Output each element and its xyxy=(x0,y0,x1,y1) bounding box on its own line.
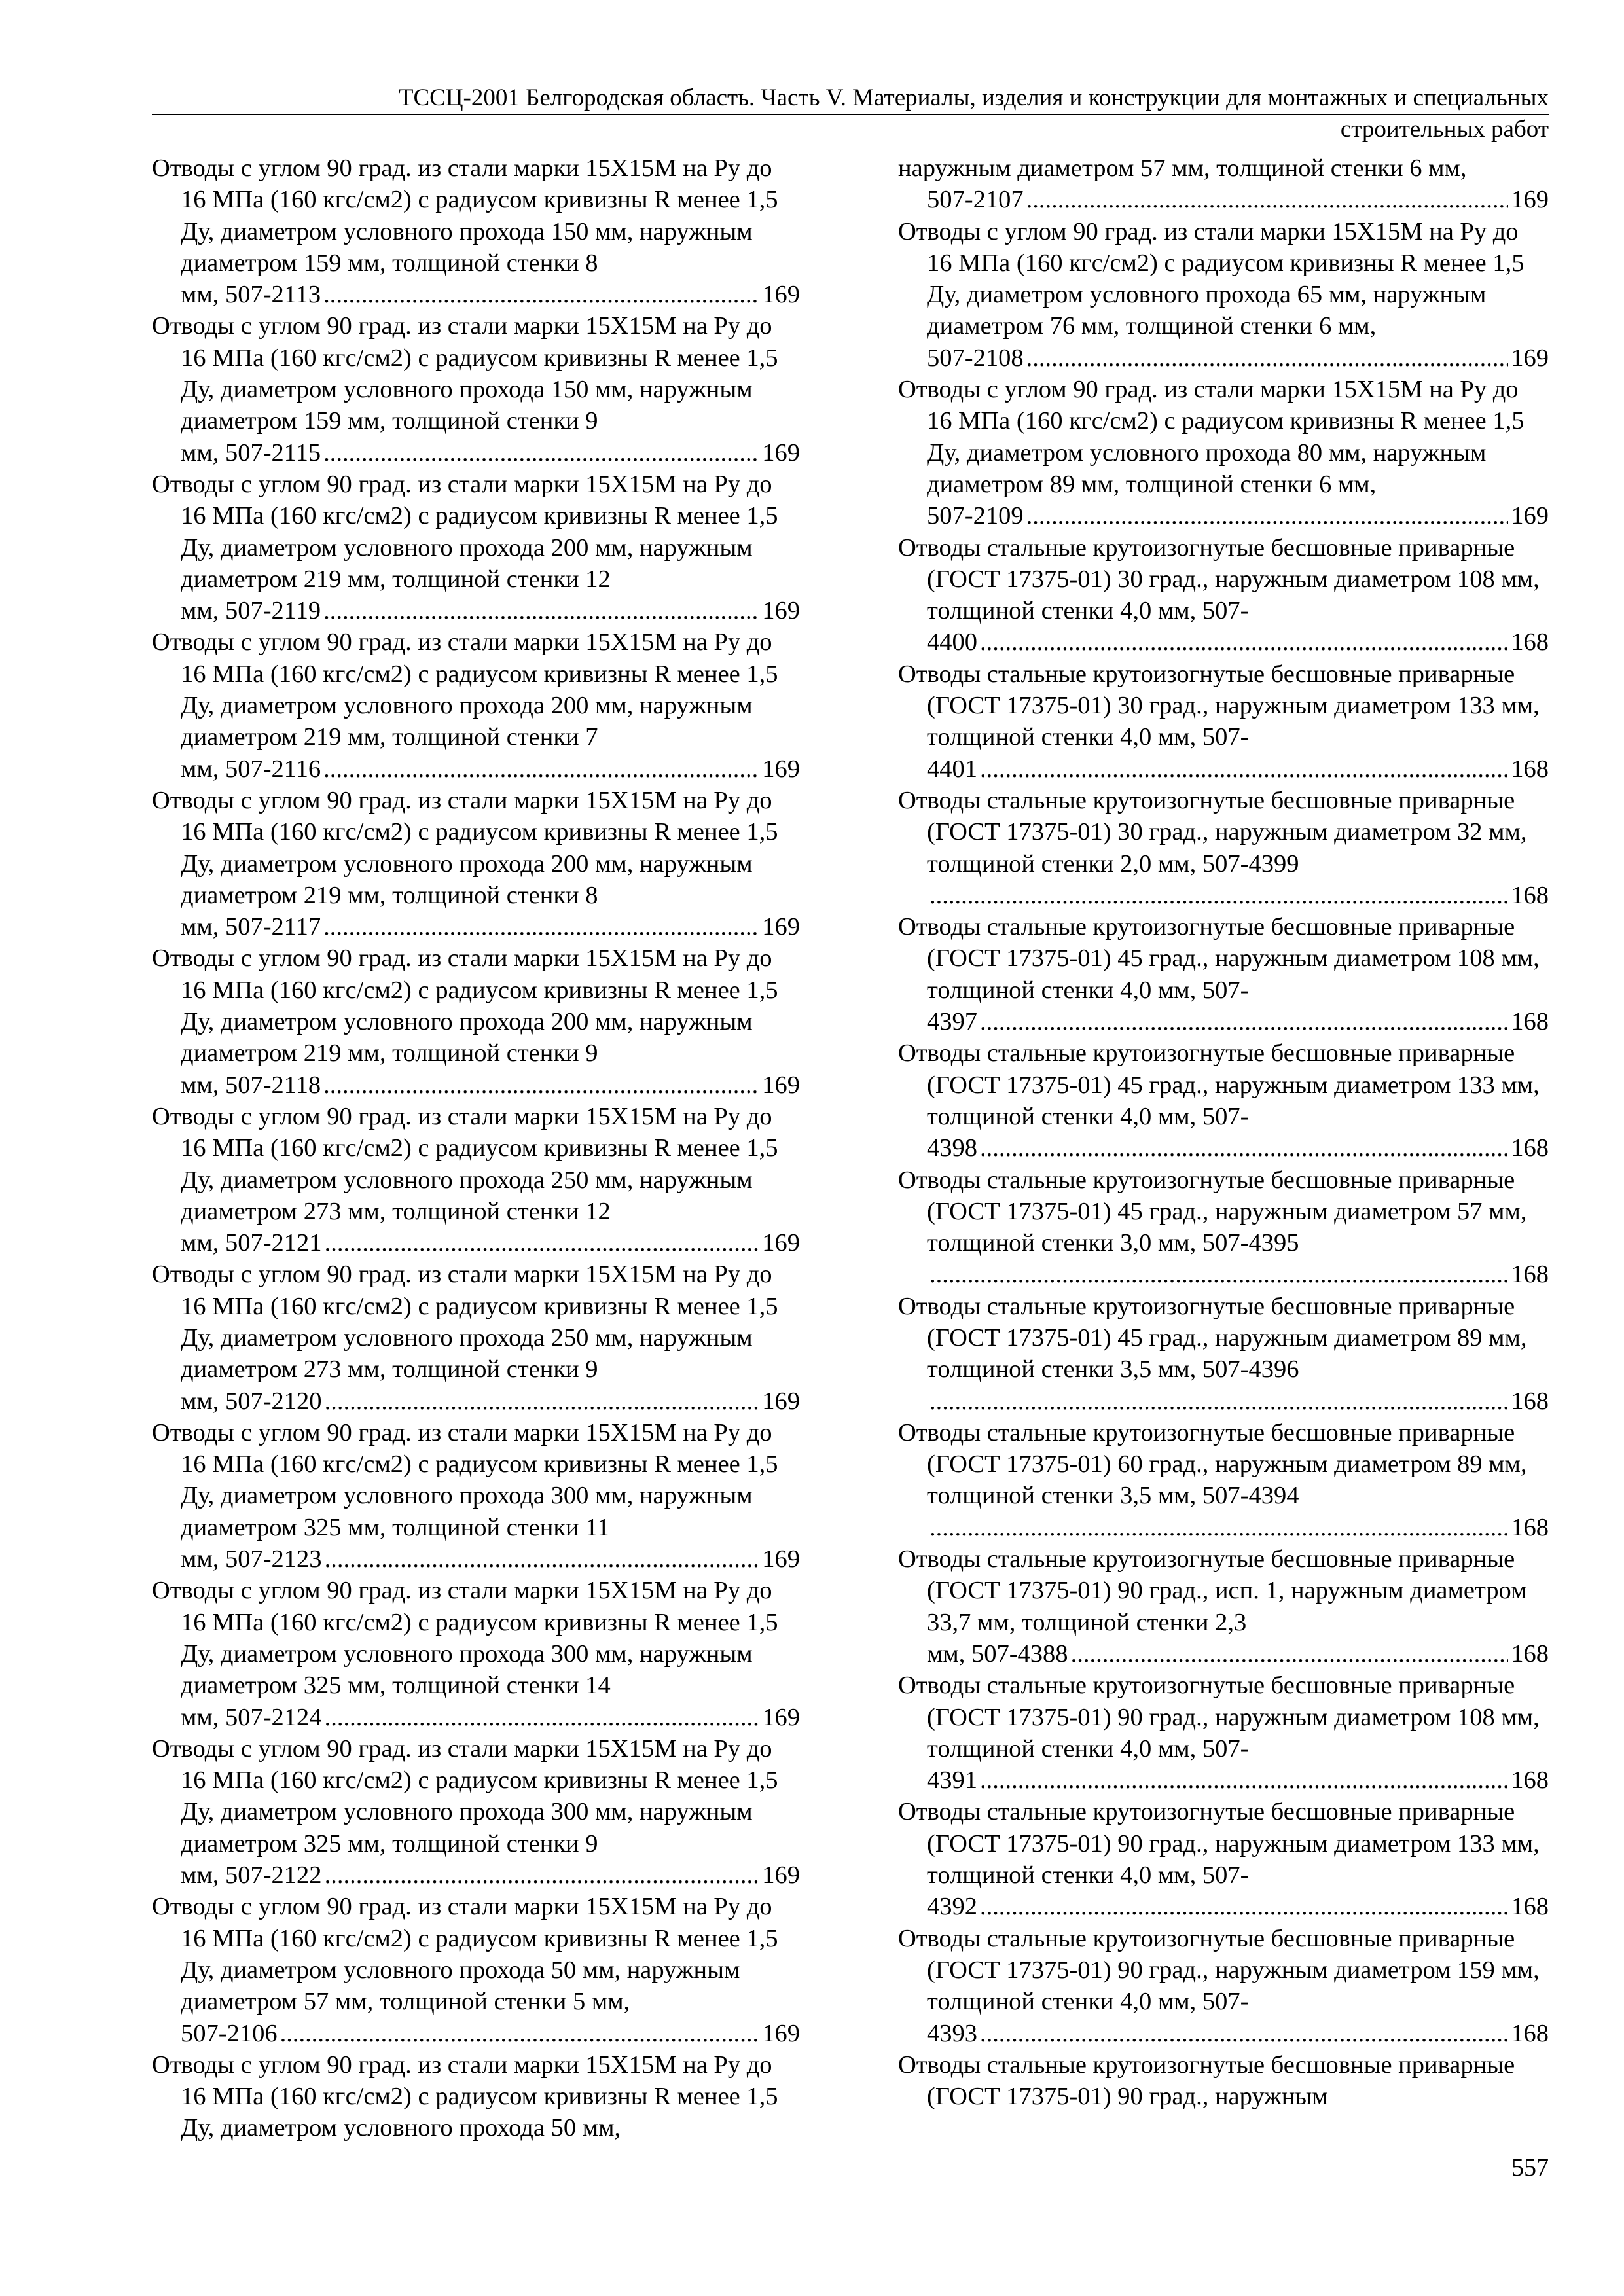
entry-page-ref[interactable]: 168 xyxy=(1511,1008,1549,1036)
entry-leader-line xyxy=(927,342,1549,374)
dot-leader xyxy=(323,437,759,469)
index-entry xyxy=(152,626,800,784)
dot-leader xyxy=(980,1765,1508,1796)
entry-text: Отводы с углом 90 град. из стали марки 15Х15М на Ру до 16 МПа (160 кгс/см2) с радиусом кривизны R менее 1,5 Ду, диаметром условного прохода 50 мм, xyxy=(152,2051,778,2142)
index-entry xyxy=(898,152,1549,216)
index-entry xyxy=(152,152,800,310)
entry-code: мм, 507-2122 xyxy=(181,1861,322,1890)
index-entry xyxy=(152,1417,800,1575)
entry-text: Отводы с углом 90 град. из стали марки 15Х15М на Ру до 16 МПа (160 кгс/см2) с радиусом кривизны R менее 1,5 Ду, диаметром условного прохода 250 мм, наружным диаметром 273 мм, толщиной стенки 9 xyxy=(152,1261,778,1384)
entry-leader-line xyxy=(927,1386,1549,1417)
entry-text: Отводы с углом 90 град. из стали марки 15Х15М на Ру до 16 МПа (160 кгс/см2) с радиусом кривизны R менее 1,5 Ду, диаметром условного прохода 300 мм, наружным диаметром 325 мм, толщиной стенки 9 xyxy=(152,1734,778,1857)
index-entry xyxy=(898,1291,1549,1417)
entry-code: мм, 507-4388 xyxy=(927,1640,1068,1668)
entry-page-ref[interactable]: 169 xyxy=(762,1229,800,1257)
index-entry xyxy=(898,1037,1549,1164)
index-entry xyxy=(152,785,800,942)
entry-page-ref[interactable]: 168 xyxy=(1511,1387,1549,1415)
entry-text: Отводы с углом 90 град. из стали марки 15Х15М на Ру до 16 МПа (160 кгс/см2) с радиусом кривизны R менее 1,5 Ду, диаметром условного прохода 300 мм, наружным диаметром 325 мм, толщиной стенки 14 xyxy=(152,1577,778,1700)
entry-text: Отводы стальные крутоизогнутые бесшовные приварные (ГОСТ 17375-01) 30 град., наружным диаметром 108 мм, толщиной стенки 4,0 мм, 507- xyxy=(898,533,1540,625)
index-entry xyxy=(152,2049,800,2144)
dot-leader xyxy=(325,1859,760,1891)
dot-leader xyxy=(980,1891,1508,1922)
entry-code: 4400 xyxy=(927,628,977,656)
entry-code: мм, 507-2120 xyxy=(181,1387,322,1415)
entry-leader-line xyxy=(181,1069,800,1101)
index-entry xyxy=(152,1101,800,1259)
entry-text: Отводы стальные крутоизогнутые бесшовные приварные (ГОСТ 17375-01) 45 град., наружным диаметром 89 мм, толщиной стенки 3,5 мм, 507-4396 xyxy=(898,1292,1527,1384)
entry-page-ref[interactable]: 169 xyxy=(762,2019,800,2047)
entry-text: Отводы с углом 90 град. из стали марки 15Х15М на Ру до 16 МПа (160 кгс/см2) с радиусом кривизны R менее 1,5 Ду, диаметром условного прохода 300 мм, наружным диаметром 325 мм, толщиной стенки 11 xyxy=(152,1418,778,1541)
entry-code: мм, 507-2124 xyxy=(181,1703,322,1731)
dot-leader xyxy=(929,1512,1508,1543)
index-entry xyxy=(152,1733,800,1891)
index-entry xyxy=(898,532,1549,658)
entry-leader-line xyxy=(181,595,800,626)
dot-leader xyxy=(1071,1638,1509,1670)
index-entry xyxy=(152,942,800,1100)
dot-leader xyxy=(280,2018,760,2049)
entry-leader-line xyxy=(181,2018,800,2049)
entry-page-ref[interactable]: 168 xyxy=(1511,1767,1549,1795)
index-entry xyxy=(898,1417,1549,1543)
entry-leader-line xyxy=(181,1227,800,1259)
dot-leader xyxy=(980,753,1508,785)
entry-text: Отводы стальные крутоизогнутые бесшовные приварные (ГОСТ 17375-01) 90 град., исп. 1, наружным диаметром 33,7 мм, толщиной стенки 2,3 xyxy=(898,1545,1527,1636)
entry-leader-line xyxy=(927,626,1549,658)
entry-text: Отводы с углом 90 град. из стали марки 15Х15М на Ру до 16 МПа (160 кгс/см2) с радиусом кривизны R менее 1,5 Ду, диаметром условного прохода 80 мм, наружным диаметром 89 мм, толщиной стенки 6 мм, xyxy=(898,376,1525,498)
entry-text: Отводы стальные крутоизогнутые бесшовные приварные (ГОСТ 17375-01) 90 град., наружным xyxy=(898,2051,1515,2111)
index-entry xyxy=(898,1796,1549,1922)
entry-text: Отводы с углом 90 град. из стали марки 15Х15М на Ру до 16 МПа (160 кгс/см2) с радиусом кривизны R менее 1,5 Ду, диаметром условного прохода 50 мм, наружным диаметром 57 мм, толщиной стенки 5 мм, xyxy=(152,1893,778,2016)
entry-text: Отводы стальные крутоизогнутые бесшовные приварные (ГОСТ 17375-01) 45 град., наружным диаметром 57 мм, толщиной стенки 3,0 мм, 507-4395 xyxy=(898,1166,1527,1257)
entry-leader-line xyxy=(181,1386,800,1417)
index-column-left xyxy=(152,152,800,2144)
entry-leader-line xyxy=(927,1512,1549,1543)
dot-leader xyxy=(980,2018,1508,2049)
entry-text: Отводы стальные крутоизогнутые бесшовные приварные (ГОСТ 17375-01) 90 град., наружным диаметром 108 мм, толщиной стенки 4,0 мм, 507- xyxy=(898,1672,1540,1763)
entry-page-ref[interactable]: 169 xyxy=(1511,186,1549,214)
entry-leader-line xyxy=(181,279,800,310)
index-entry xyxy=(152,1575,800,1732)
entry-text: Отводы стальные крутоизогнутые бесшовные приварные (ГОСТ 17375-01) 90 град., наружным диаметром 159 мм, толщиной стенки 4,0 мм, 507- xyxy=(898,1924,1540,2016)
entry-leader-line xyxy=(927,500,1549,531)
entry-page-ref[interactable]: 169 xyxy=(1511,502,1549,530)
entry-page-ref[interactable]: 168 xyxy=(1511,2019,1549,2047)
entry-page-ref[interactable]: 169 xyxy=(762,1703,800,1731)
index-entry xyxy=(152,469,800,626)
dot-leader xyxy=(325,1543,760,1575)
entry-page-ref[interactable]: 168 xyxy=(1511,1513,1549,1541)
entry-text: Отводы с углом 90 град. из стали марки 15Х15М на Ру до 16 МПа (160 кгс/см2) с радиусом кривизны R менее 1,5 Ду, диаметром условного прохода 200 мм, наружным диаметром 219 мм, толщиной стенки 9 xyxy=(152,944,778,1067)
entry-leader-line xyxy=(927,184,1549,215)
index-entry xyxy=(898,911,1549,1037)
dot-leader xyxy=(1026,500,1509,531)
dot-leader xyxy=(325,1227,760,1259)
entry-text: Отводы стальные крутоизогнутые бесшовные приварные (ГОСТ 17375-01) 90 град., наружным диаметром 133 мм, толщиной стенки 4,0 мм, 507- xyxy=(898,1798,1540,1890)
dot-leader xyxy=(323,595,759,626)
entry-text: Отводы стальные крутоизогнутые бесшовные приварные (ГОСТ 17375-01) 45 град., наружным диаметром 133 мм, толщиной стенки 4,0 мм, 507- xyxy=(898,1039,1540,1130)
entry-page-ref[interactable]: 168 xyxy=(1511,1893,1549,1921)
entry-page-ref[interactable]: 169 xyxy=(762,1545,800,1573)
entry-leader-line xyxy=(181,437,800,469)
index-entry xyxy=(898,1543,1549,1670)
entry-text: Отводы с углом 90 град. из стали марки 15Х15М на Ру до 16 МПа (160 кгс/см2) с радиусом кривизны R менее 1,5 Ду, диаметром условного прохода 200 мм, наружным диаметром 219 мм, толщиной стенки 8 xyxy=(152,786,778,909)
entry-text: Отводы с углом 90 град. из стали марки 15Х15М на Ру до 16 МПа (160 кгс/см2) с радиусом кривизны R менее 1,5 Ду, диаметром условного прохода 150 мм, наружным диаметром 159 мм, толщиной стенки 9 xyxy=(152,312,778,435)
dot-leader xyxy=(325,1386,760,1417)
entry-text: Отводы с углом 90 град. из стали марки 15Х15М на Ру до 16 МПа (160 кгс/см2) с радиусом кривизны R менее 1,5 Ду, диаметром условного прохода 65 мм, наружным диаметром 76 мм, толщиной стенки 6 мм, xyxy=(898,217,1525,340)
entry-page-ref[interactable]: 169 xyxy=(762,281,800,309)
entry-code: мм, 507-2113 xyxy=(181,281,321,309)
entry-leader-line xyxy=(181,753,800,785)
dot-leader xyxy=(1026,184,1509,215)
dot-leader xyxy=(980,1006,1508,1037)
entry-code: мм, 507-2121 xyxy=(181,1229,322,1257)
index-entry xyxy=(898,785,1549,911)
entry-leader-line xyxy=(927,1638,1549,1670)
entry-page-ref[interactable]: 168 xyxy=(1511,1640,1549,1668)
entry-code: 4398 xyxy=(927,1134,977,1162)
entry-code: 507-2108 xyxy=(927,344,1024,372)
entry-code: мм, 507-2119 xyxy=(181,597,321,625)
entry-page-ref[interactable]: 168 xyxy=(1511,1261,1549,1289)
entry-page-ref[interactable]: 169 xyxy=(762,597,800,625)
index-entry xyxy=(152,1891,800,2049)
entry-leader-line xyxy=(181,1859,800,1891)
entry-leader-line xyxy=(181,1702,800,1733)
entry-code: 4397 xyxy=(927,1008,977,1036)
entry-code: мм, 507-2123 xyxy=(181,1545,322,1573)
entry-text: Отводы стальные крутоизогнутые бесшовные приварные (ГОСТ 17375-01) 30 град., наружным диаметром 32 мм, толщиной стенки 2,0 мм, 507-4399 xyxy=(898,786,1527,878)
entry-page-ref[interactable]: 169 xyxy=(762,755,800,783)
index-entry xyxy=(898,374,1549,531)
entry-text: Отводы стальные крутоизогнутые бесшовные приварные (ГОСТ 17375-01) 45 град., наружным диаметром 108 мм, толщиной стенки 4,0 мм, 507- xyxy=(898,913,1540,1004)
index-entry xyxy=(898,1670,1549,1796)
entry-page-ref[interactable]: 169 xyxy=(762,1387,800,1415)
entry-page-ref[interactable]: 169 xyxy=(762,439,800,467)
entry-page-ref[interactable]: 169 xyxy=(762,1071,800,1099)
entry-text: Отводы стальные крутоизогнутые бесшовные приварные (ГОСТ 17375-01) 30 град., наружным диаметром 133 мм, толщиной стенки 4,0 мм, 507- xyxy=(898,660,1540,751)
entry-page-ref[interactable]: 169 xyxy=(762,1861,800,1890)
entry-code: 4401 xyxy=(927,755,977,783)
index-entry xyxy=(898,2049,1549,2113)
dot-leader xyxy=(929,1386,1508,1417)
entry-code: 507-2109 xyxy=(927,502,1024,530)
running-header xyxy=(152,84,1549,144)
entry-code: 4391 xyxy=(927,1767,977,1795)
entry-page-ref[interactable]: 168 xyxy=(1511,1134,1549,1162)
dot-leader xyxy=(323,1069,759,1101)
entry-leader-line xyxy=(927,880,1549,911)
entry-leader-line xyxy=(181,1543,800,1575)
entry-leader-line xyxy=(927,1891,1549,1922)
entry-text: Отводы с углом 90 град. из стали марки 15Х15М на Ру до 16 МПа (160 кгс/см2) с радиусом кривизны R менее 1,5 Ду, диаметром условного прохода 250 мм, наружным диаметром 273 мм, толщиной стенки 12 xyxy=(152,1102,778,1225)
dot-leader xyxy=(1026,342,1509,374)
index-entry xyxy=(152,310,800,468)
entry-leader-line xyxy=(927,1006,1549,1037)
entry-code: 507-2106 xyxy=(181,2019,278,2047)
dot-leader xyxy=(323,279,759,310)
dot-leader xyxy=(929,1259,1508,1290)
entry-page-ref[interactable]: 169 xyxy=(1511,344,1549,372)
dot-leader xyxy=(980,1132,1508,1164)
index-column-right xyxy=(898,152,1549,2112)
index-entry xyxy=(898,216,1549,374)
entry-text: Отводы с углом 90 град. из стали марки 15Х15М на Ру до 16 МПа (160 кгс/см2) с радиусом кривизны R менее 1,5 Ду, диаметром условного прохода 200 мм, наружным диаметром 219 мм, толщиной стенки 7 xyxy=(152,628,778,751)
dot-leader xyxy=(323,753,759,785)
entry-page-ref[interactable]: 168 xyxy=(1511,755,1549,783)
index-entry xyxy=(898,1923,1549,2049)
entry-code: мм, 507-2116 xyxy=(181,755,321,783)
entry-code: 4393 xyxy=(927,2019,977,2047)
index-entry xyxy=(898,1164,1549,1291)
entry-page-ref[interactable]: 168 xyxy=(1511,881,1549,909)
entry-text: наружным диаметром 57 мм, толщиной стенки 6 мм, xyxy=(898,154,1467,182)
entry-code: мм, 507-2115 xyxy=(181,439,321,467)
entry-leader-line xyxy=(181,911,800,942)
entry-code: 507-2107 xyxy=(927,186,1024,214)
entry-leader-line xyxy=(927,753,1549,785)
header-title-line: ТССЦ-2001 Белгородская область. Часть V. Материалы, изделия и конструкции для монтажных и специальных xyxy=(152,84,1549,115)
dot-leader xyxy=(325,1702,760,1733)
dot-leader xyxy=(980,626,1508,658)
dot-leader xyxy=(929,880,1508,911)
entry-text: Отводы с углом 90 град. из стали марки 15Х15М на Ру до 16 МПа (160 кгс/см2) с радиусом кривизны R менее 1,5 Ду, диаметром условного прохода 200 мм, наружным диаметром 219 мм, толщиной стенки 12 xyxy=(152,470,778,593)
entry-leader-line xyxy=(927,1259,1549,1290)
header-subtitle-line: строительных работ xyxy=(1340,116,1549,143)
entry-leader-line xyxy=(927,2018,1549,2049)
dot-leader xyxy=(323,911,759,942)
index-entry xyxy=(898,658,1549,785)
page-number: 557 xyxy=(1511,2154,1549,2181)
entry-code: мм, 507-2118 xyxy=(181,1071,321,1099)
entry-code: 4392 xyxy=(927,1893,977,1921)
index-entry xyxy=(152,1259,800,1416)
entry-leader-line xyxy=(927,1765,1549,1796)
entry-code: мм, 507-2117 xyxy=(181,913,321,941)
entry-text: Отводы стальные крутоизогнутые бесшовные приварные (ГОСТ 17375-01) 60 град., наружным диаметром 89 мм, толщиной стенки 3,5 мм, 507-4394 xyxy=(898,1418,1527,1510)
entry-leader-line xyxy=(927,1132,1549,1164)
entry-text: Отводы с углом 90 град. из стали марки 15Х15М на Ру до 16 МПа (160 кгс/см2) с радиусом кривизны R менее 1,5 Ду, диаметром условного прохода 150 мм, наружным диаметром 159 мм, толщиной стенки 8 xyxy=(152,154,778,277)
entry-page-ref[interactable]: 169 xyxy=(762,913,800,941)
entry-page-ref[interactable]: 168 xyxy=(1511,628,1549,656)
